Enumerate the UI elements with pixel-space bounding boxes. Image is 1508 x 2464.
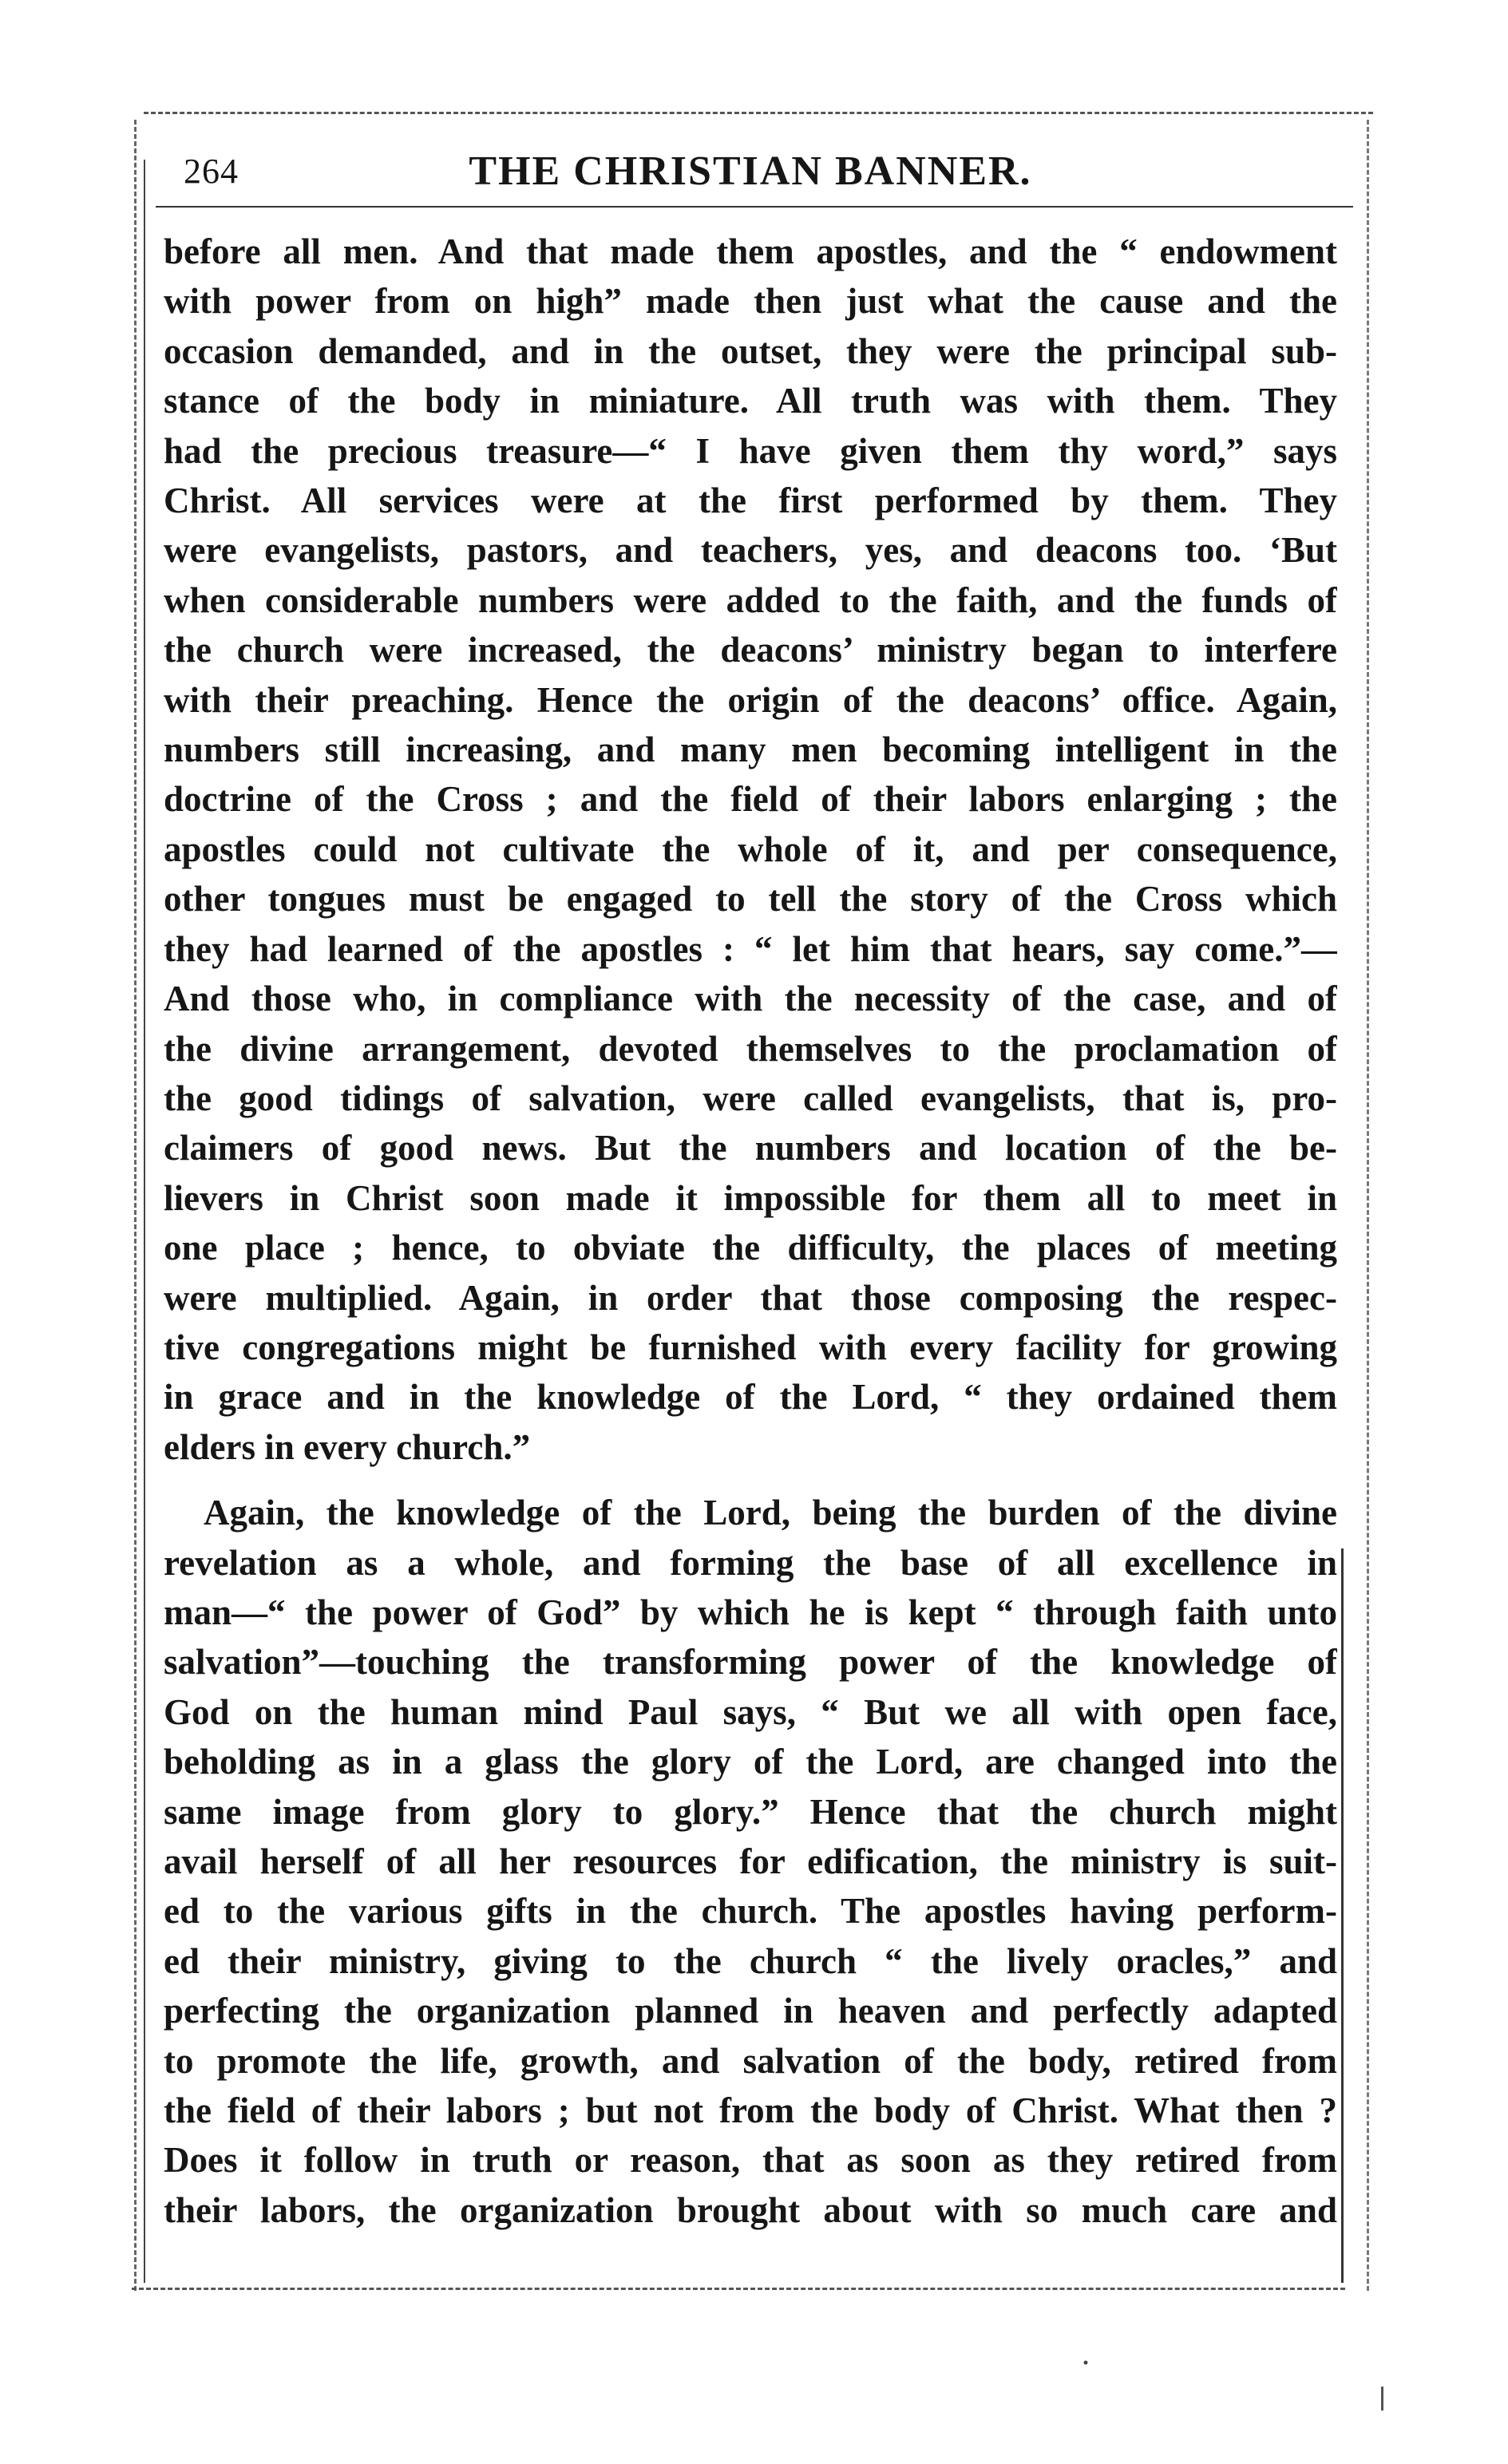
page-header [160, 144, 1341, 200]
text-line: salvation”—touching the transforming power of the knowledge of [164, 1642, 1337, 1683]
text-line: the good tidings of salvation, were called evangelists, that is, pro- [164, 1078, 1337, 1118]
left-dashed-rule [134, 120, 137, 2291]
right-border-rule [1341, 1548, 1344, 2283]
text-line: lievers in Christ soon made it impossible for them all to meet in [164, 1177, 1337, 1218]
text-line: to promote the life, growth, and salvation of the body, retired from [164, 2040, 1337, 2081]
scan-specks [1078, 2339, 1397, 2419]
text-line: man—“ the power of God” by which he is kept “ through faith unto [164, 1592, 1337, 1632]
left-border-rule [144, 160, 145, 2283]
text-line: occasion demanded, and in the outset, they were the principal sub- [164, 330, 1337, 371]
text-line: claimers of good news. But the numbers and location of the be- [164, 1128, 1337, 1169]
text-line: elders in every church.” [164, 1426, 531, 1467]
text-line: with their preaching. Hence the origin of the deacons’ office. Again, [164, 679, 1337, 720]
bottom-dashed-rule [132, 2288, 1345, 2290]
header-rule [156, 206, 1353, 208]
text-line: tive congregations might be furnished with every facility for growing [164, 1327, 1337, 1367]
text-line: revelation as a whole, and forming the base of all excellence in [164, 1542, 1337, 1583]
text-line: And those who, in compliance with the necessity of the case, and of [164, 979, 1337, 1019]
text-line: same image from glory to glory.” Hence that the church might [164, 1791, 1337, 1832]
text-line: when considerable numbers were added to the faith, and the funds of [164, 579, 1337, 620]
text-line: avail herself of all her resources for edification, the ministry is suit- [164, 1841, 1337, 1881]
text-line: stance of the body in miniature. All truth was with them. They [164, 381, 1337, 421]
text-line: ed to the various gifts in the church. The apostles having perform- [164, 1891, 1337, 1932]
text-line: the church were increased, the deacons’ ministry began to interfere [164, 630, 1337, 670]
text-line: their labors, the organization brought about with so much care and [164, 2189, 1337, 2230]
text-line: in grace and in the knowledge of the Lord, “ they ordained them [164, 1377, 1337, 1418]
text-line: doctrine of the Cross ; and the field of their labors enlarging ; the [164, 779, 1337, 820]
text-line: the divine arrangement, devoted themselves to the proclamation of [164, 1028, 1337, 1069]
text-line: beholding as in a glass the glory of the Lord, are changed into the [164, 1742, 1337, 1782]
text-line: perfecting the organization planned in heaven and perfectly adapted [164, 1991, 1337, 2031]
paragraph-2 [164, 1488, 1337, 2235]
text-line: numbers still increasing, and many men becoming intelligent in the [164, 730, 1337, 770]
paragraph-gap [164, 1472, 1337, 1488]
text-line: ed their ministry, giving to the church “ the lively oracles,” and [164, 1940, 1337, 1981]
text-line: apostles could not cultivate the whole of it, and per consequence, [164, 829, 1337, 869]
top-dashed-rule [144, 112, 1373, 114]
text-line: they had learned of the apostles : “ let him that hears, say come.”— [164, 928, 1337, 969]
paragraph-1 [164, 227, 1337, 1472]
page-number: 264 [184, 152, 239, 191]
text-line: before all men. And that made them apostles, and the “ endowment [164, 231, 1337, 271]
text-line: Again, the knowledge of the Lord, being the burden of the divine [204, 1493, 1337, 1533]
text-line: had the precious treasure—“ I have given them thy word,” says [164, 430, 1337, 471]
text-line: with power from on high” made then just what the cause and the [164, 281, 1337, 322]
text-line: were evangelists, pastors, and teachers, yes, and deacons too. ‘But [164, 530, 1337, 571]
text-line: God on the human mind Paul says, “ But we all with open face, [164, 1691, 1337, 1732]
text-line: Christ. All services were at the first performed by them. They [164, 481, 1337, 521]
text-line: were multiplied. Again, in order that those composing the respec- [164, 1277, 1337, 1318]
text-line: Does it follow in truth or reason, that as soon as they retired from [164, 2140, 1337, 2181]
text-line: the field of their labors ; but not from the body of Christ. What then ? [164, 2090, 1337, 2131]
text-line: one place ; hence, to obviate the difficulty, the places of meeting [164, 1228, 1337, 1268]
article-body [164, 227, 1337, 2235]
text-line: other tongues must be engaged to tell the story of the Cross which [164, 879, 1337, 920]
running-title: THE CHRISTIAN BANNER. [469, 148, 1032, 194]
right-dashed-rule [1367, 120, 1369, 2291]
